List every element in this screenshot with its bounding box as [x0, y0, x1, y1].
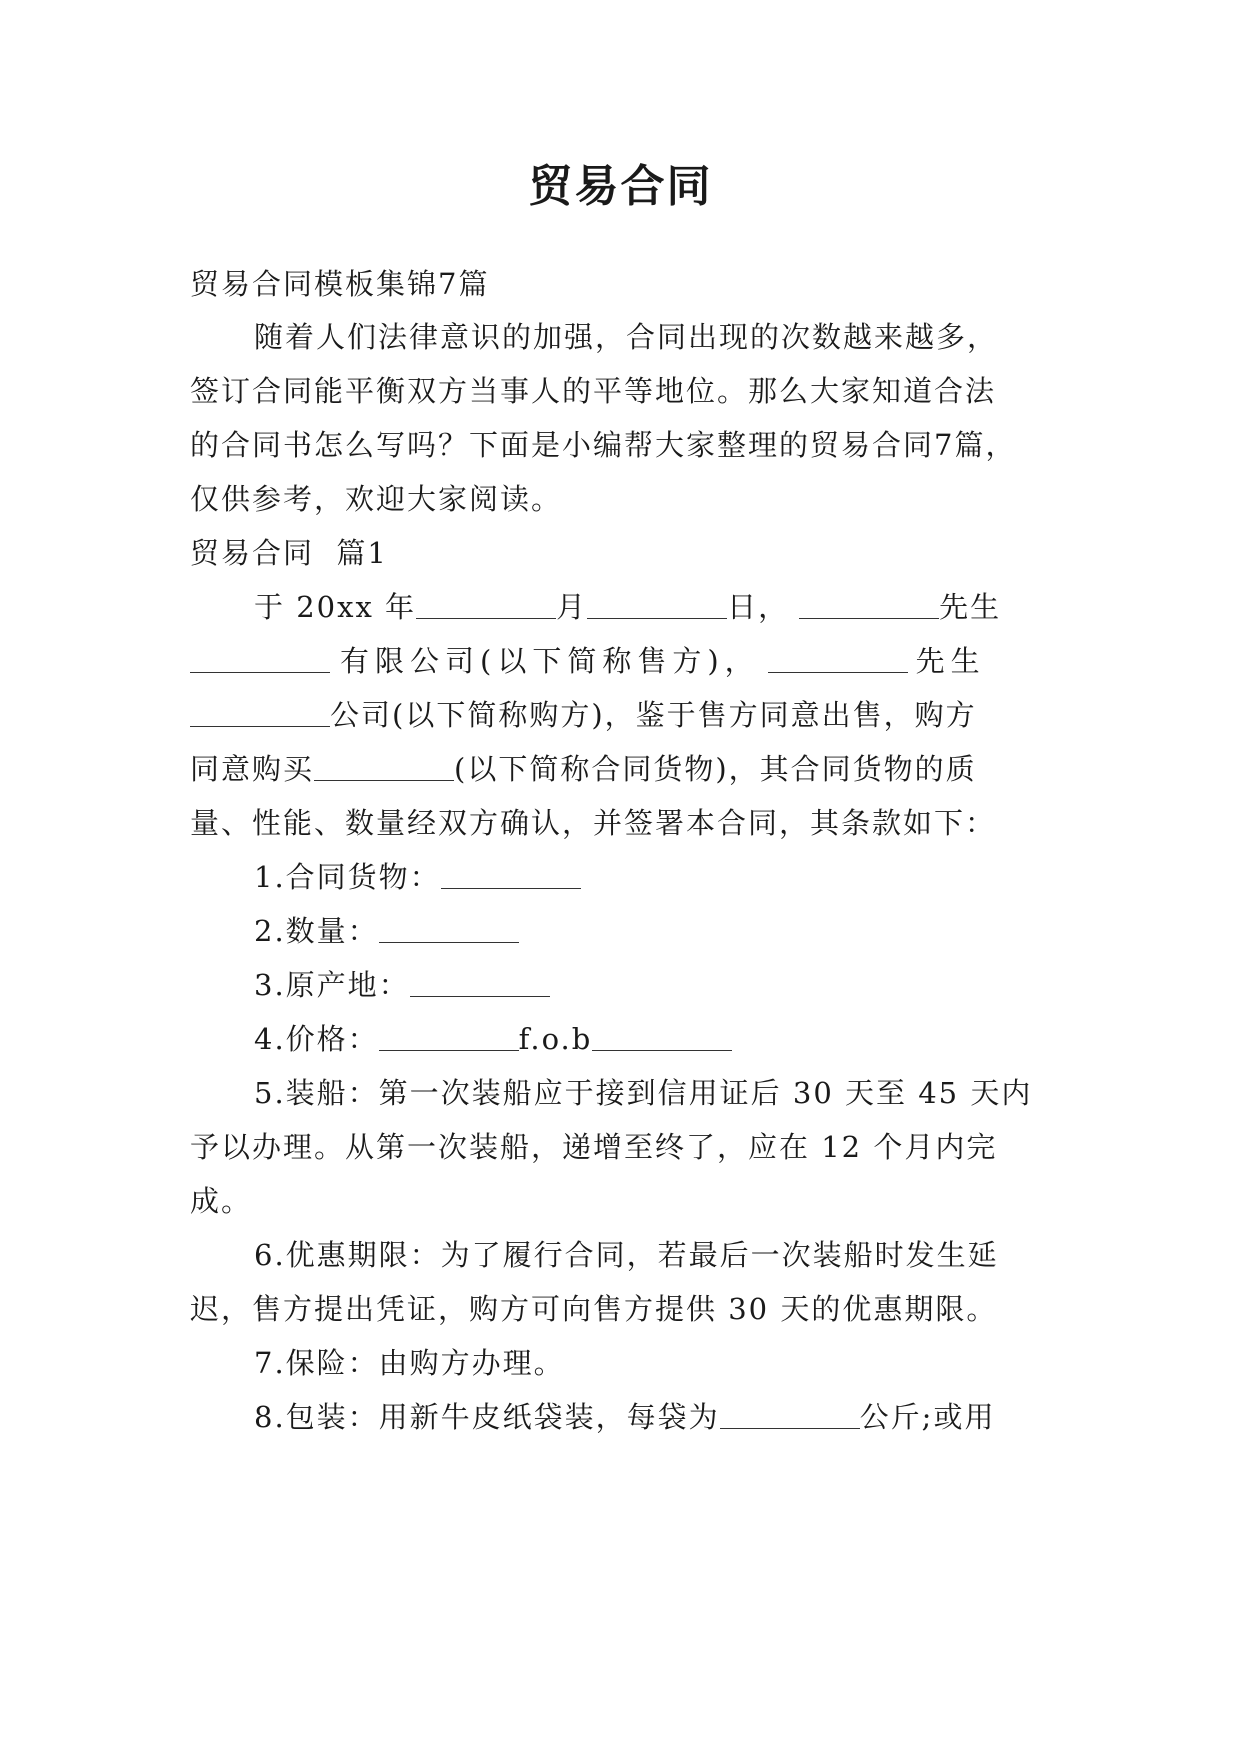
text: 公司(以下简称购方)，鉴于售方同意出售，购方	[330, 698, 977, 732]
intro-line-4: 仅供参考，欢迎大家阅读。	[190, 482, 563, 516]
document-title: 贸易合同	[528, 161, 713, 212]
text: 先生	[939, 590, 1002, 624]
item-3	[254, 963, 550, 1007]
text: 于 20xx 年	[254, 590, 417, 624]
text: f.o.b	[518, 1022, 593, 1056]
text: 有限公司(以下简称售方)，	[340, 644, 760, 678]
text: 月	[556, 590, 588, 624]
para1-line-1	[254, 585, 1001, 629]
text: 公斤;或用	[859, 1400, 996, 1434]
blank-line	[592, 1024, 732, 1051]
blank-line	[416, 592, 556, 619]
blank-line	[799, 592, 939, 619]
blank-line	[720, 1402, 860, 1429]
intro-line-3: 的合同书怎么写吗？下面是小编帮大家整理的贸易合同7篇，	[190, 428, 1017, 462]
item-6-line-1: 6.优惠期限：为了履行合同，若最后一次装船时发生延	[254, 1238, 999, 1272]
item-4	[254, 1017, 732, 1061]
para1-line-3	[190, 693, 977, 737]
item-5-line-1: 5.装船：第一次装船应于接到信用证后 30 天至 45 天内	[254, 1076, 1033, 1110]
item-2	[254, 909, 519, 953]
blank-line	[379, 916, 519, 943]
blank-line	[587, 592, 727, 619]
intro-line-1: 随着人们法律意识的加强，合同出现的次数越来越多，	[254, 320, 999, 354]
text: 8.包装：用新牛皮纸袋装，每袋为	[254, 1400, 720, 1434]
text: 同意购买	[190, 752, 315, 786]
text: 3.原产地：	[254, 968, 410, 1002]
text: (以下简称合同货物)，其合同货物的质	[454, 752, 977, 786]
item-5-line-2: 予以办理。从第一次装船，递增至终了，应在 12 个月内完	[190, 1130, 998, 1164]
blank-line	[314, 754, 454, 781]
section-heading: 贸易合同 篇1	[190, 536, 388, 570]
para1-line-4	[190, 747, 977, 791]
blank-line	[379, 1024, 519, 1051]
text: 4.价格：	[254, 1022, 379, 1056]
para1-line-5: 量、性能、数量经双方确认，并签署本合同，其条款如下：	[190, 806, 997, 840]
blank-line	[190, 646, 330, 673]
text: 先生	[915, 644, 986, 678]
item-1	[254, 855, 581, 899]
blank-line	[190, 700, 330, 727]
blank-line	[768, 646, 908, 673]
item-5-line-3: 成。	[190, 1184, 253, 1218]
document-subtitle: 贸易合同模板集锦7篇	[190, 267, 490, 301]
intro-line-2: 签订合同能平衡双方当事人的平等地位。那么大家知道合法	[190, 374, 997, 408]
item-6-line-2: 迟，售方提出凭证，购方可向售方提供 30 天的优惠期限。	[190, 1292, 998, 1326]
blank-line	[441, 862, 581, 889]
item-7: 7.保险：由购方办理。	[254, 1346, 565, 1380]
text: 日，	[727, 590, 790, 624]
blank-line	[410, 970, 550, 997]
para1-line-2	[190, 639, 986, 683]
text: 1.合同货物：	[254, 860, 441, 894]
item-8-line-1	[254, 1395, 995, 1439]
text: 2.数量：	[254, 914, 379, 948]
